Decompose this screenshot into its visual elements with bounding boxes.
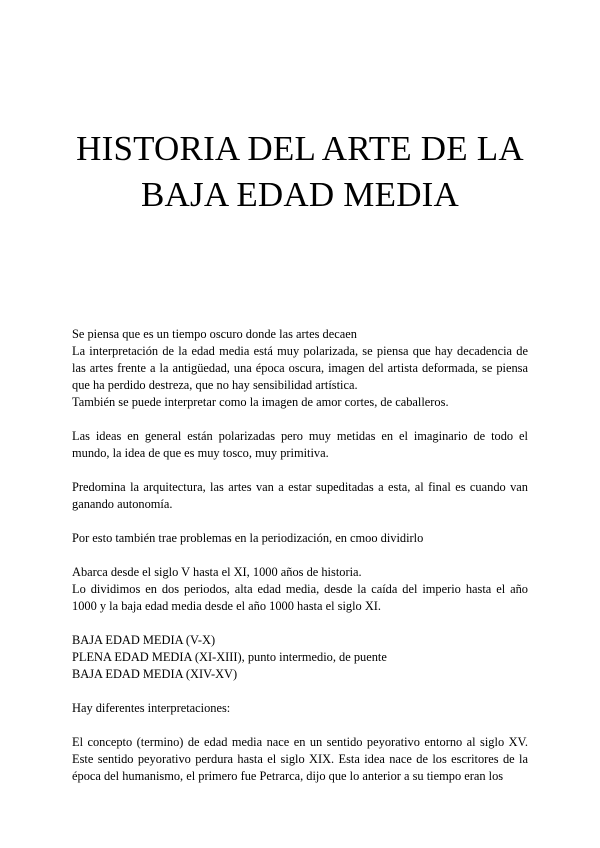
paragraph-5 <box>72 564 528 615</box>
paragraph-2 <box>72 428 528 462</box>
text-line: Lo dividimos en dos periodos, alta edad media, desde la caída del imperio hasta el año 1000 y la baja edad media desde el año 1000 hasta el siglo XI. <box>72 582 528 613</box>
text-line: La interpretación de la edad media está muy polarizada, se piensa que hay decadencia de las artes frente a la antigüedad, una época oscura, imagen del artista deformada, se piensa que ha perdido destreza, que no hay sensibilidad artística. <box>72 344 528 392</box>
title-line-1: HISTORIA DEL ARTE DE LA <box>76 129 524 168</box>
text-line: Hay diferentes interpretaciones: <box>72 701 231 715</box>
text-line: Se piensa que es un tiempo oscuro donde las artes decaen <box>72 327 357 341</box>
text-line: PLENA EDAD MEDIA (XI-XIII), punto intermedio, de puente <box>72 650 387 664</box>
text-line: Por esto también trae problemas en la periodización, en cmoo dividirlo <box>72 531 424 545</box>
paragraph-3 <box>72 479 528 513</box>
page-title <box>40 126 560 218</box>
paragraph-1 <box>72 326 528 411</box>
text-line: Las ideas en general están polarizadas pero muy metidas en el imaginario de todo el mundo, la idea de que es muy tosco, muy primitiva. <box>72 429 528 460</box>
paragraph-8 <box>72 734 528 785</box>
title-line-2: BAJA EDAD MEDIA <box>141 175 459 214</box>
paragraph-7 <box>72 700 528 717</box>
text-line: También se puede interpretar como la imagen de amor cortes, de caballeros. <box>72 395 449 409</box>
text-line: BAJA EDAD MEDIA (V-X) <box>72 633 216 647</box>
document-body <box>72 326 528 802</box>
text-line: Abarca desde el siglo V hasta el XI, 1000 años de historia. <box>72 565 362 579</box>
text-line: BAJA EDAD MEDIA (XIV-XV) <box>72 667 238 681</box>
text-line: Predomina la arquitectura, las artes van a estar supeditadas a esta, al final es cuando van ganando autonomía. <box>72 480 528 511</box>
text-line: El concepto (termino) de edad media nace en un sentido peyorativo entorno al siglo XV. Este sentido peyorativo perdura hasta el siglo XIX. Esta idea nace de los escritores de la época del humanismo, el primero fue Petrarca, dijo que lo anterior a su tiempo eran los <box>72 735 528 783</box>
paragraph-4 <box>72 530 528 547</box>
paragraph-6 <box>72 632 528 683</box>
